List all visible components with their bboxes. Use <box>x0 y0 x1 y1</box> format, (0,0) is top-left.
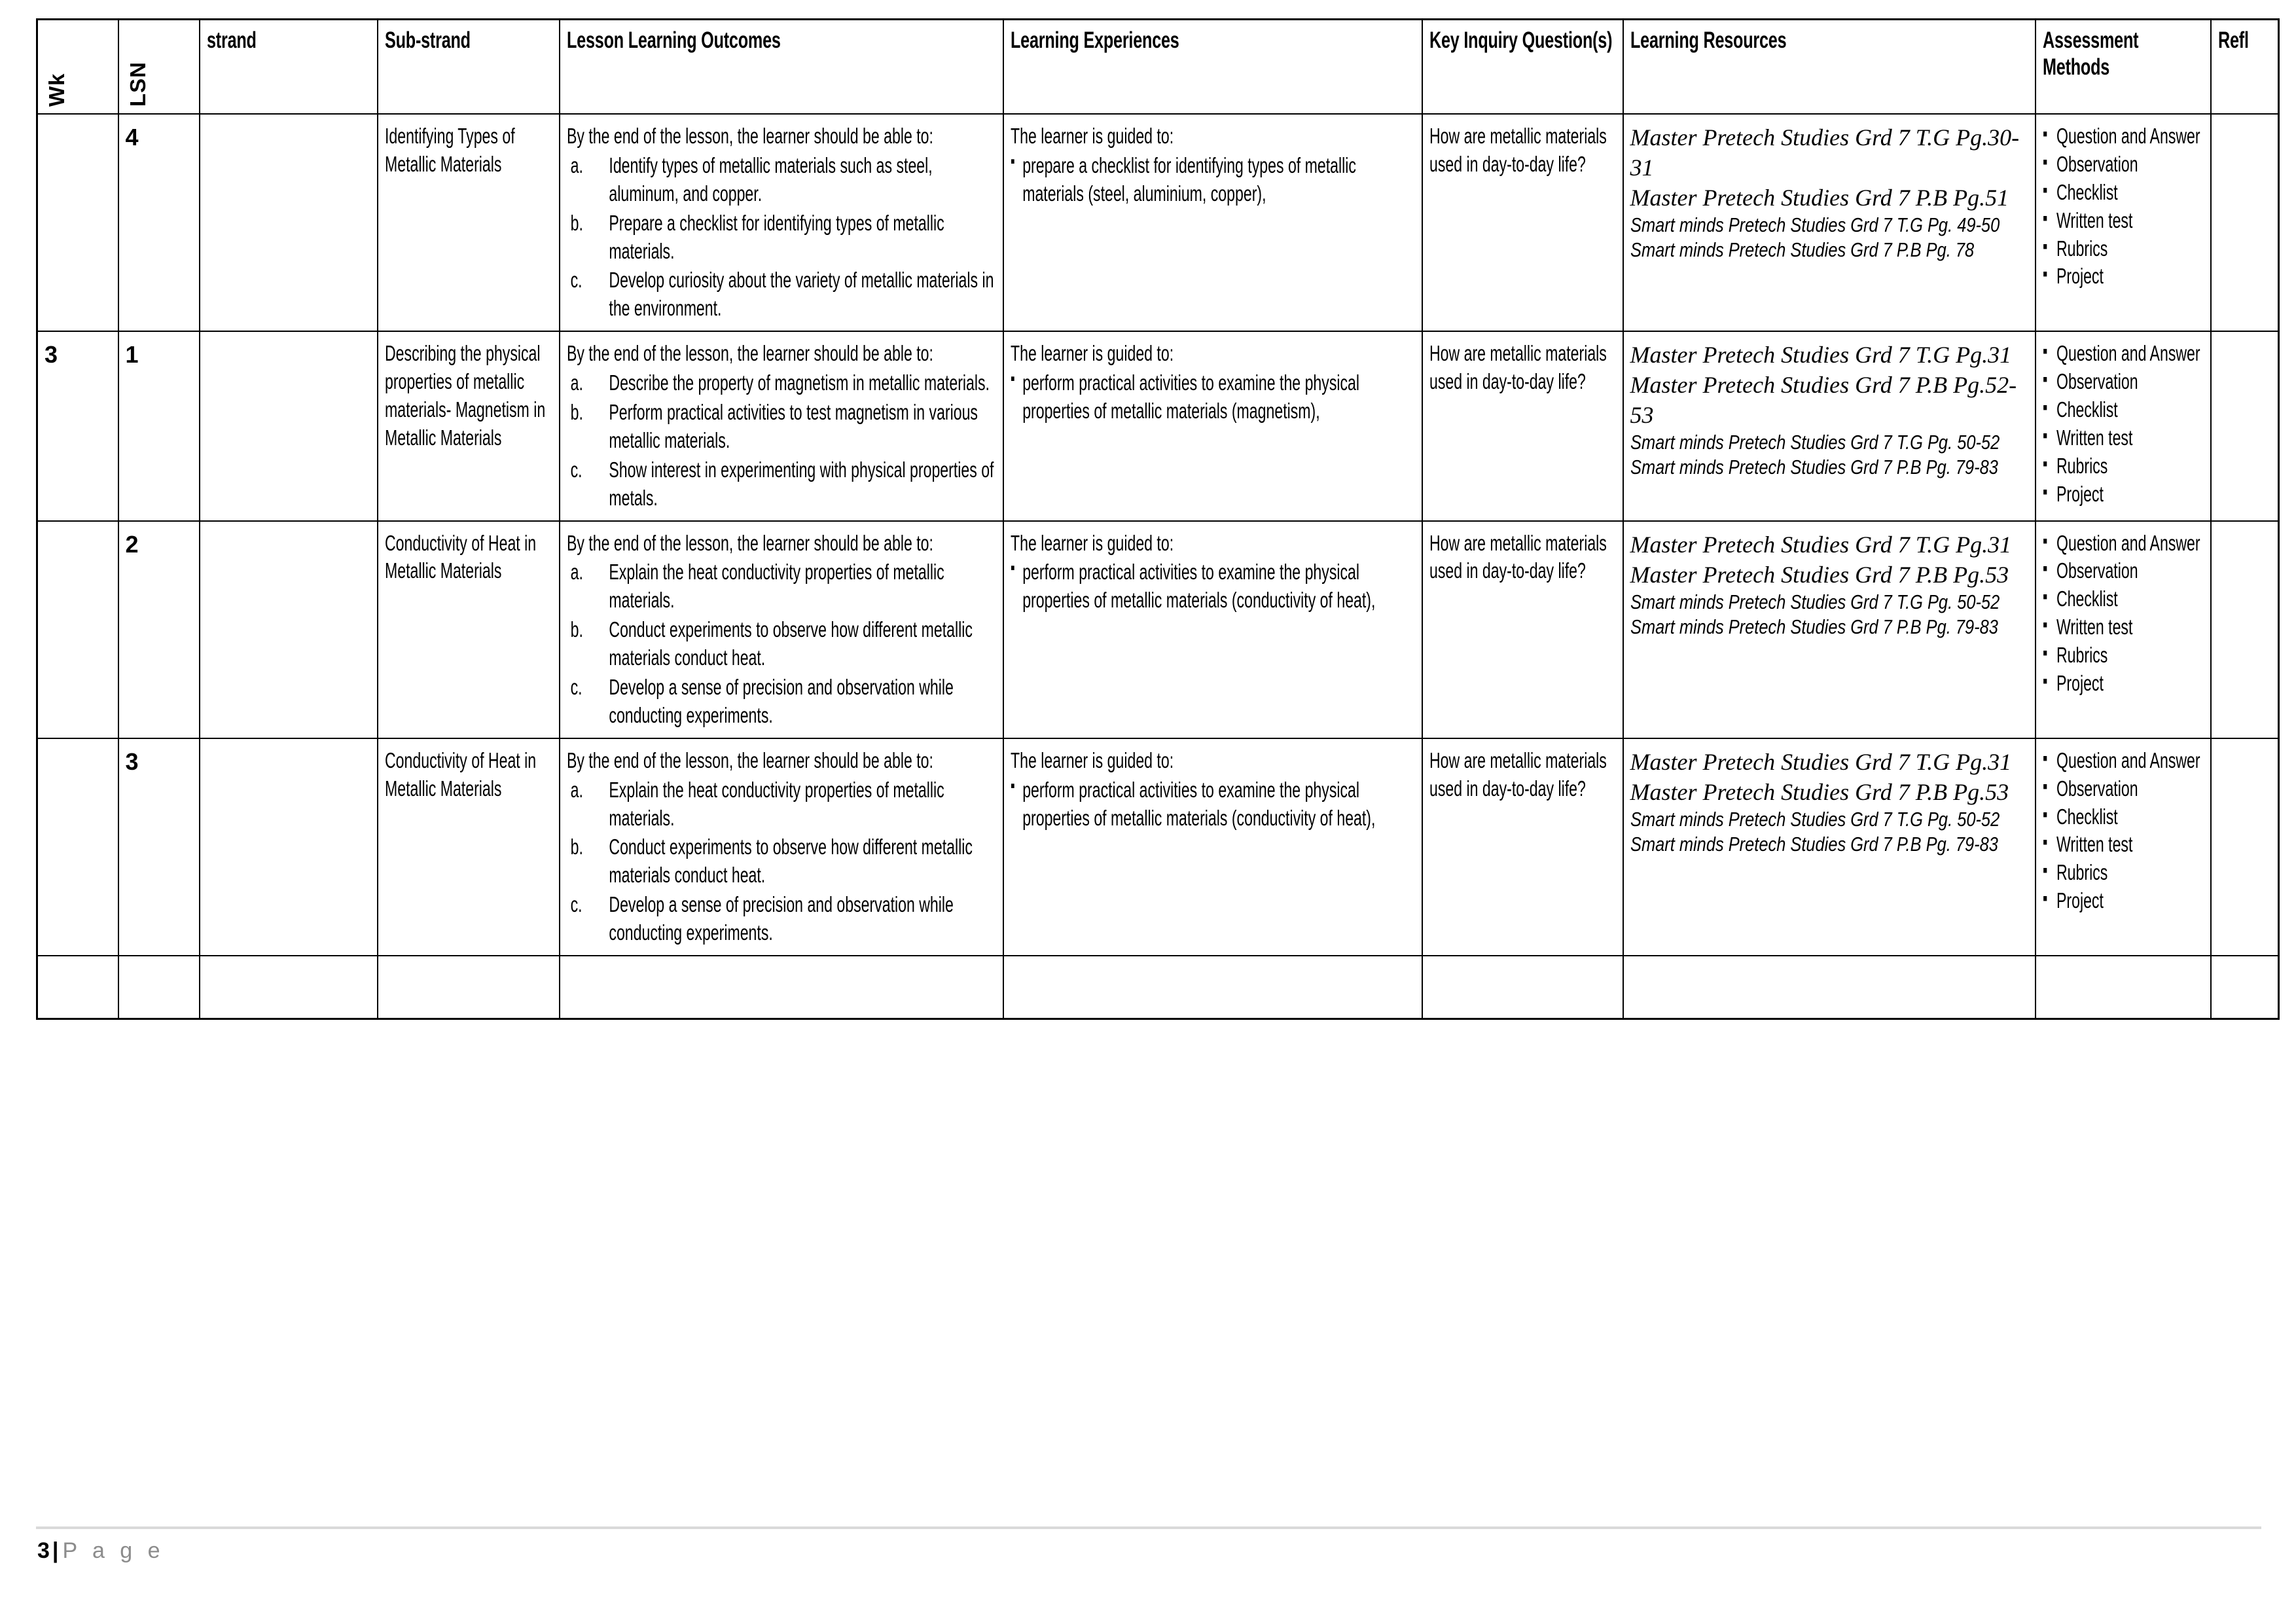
assessment-list-item: ▪ Question and Answer <box>2043 530 2204 558</box>
cell-wk <box>37 114 118 331</box>
cell-strand <box>200 114 378 331</box>
footer-page-word: P a g e <box>62 1538 165 1563</box>
cell-learning-experiences <box>1003 114 1422 331</box>
llo-list <box>567 776 996 947</box>
lex-list-item: ▪ prepare a checklist for identifying types of metallic materials (steel, aluminium, copper), <box>1011 152 1415 208</box>
lex-intro-text: The learner is guided to: <box>1010 124 1174 148</box>
cell-refl <box>2211 521 2279 738</box>
resource-line-sans: Smart minds Pretech Studies Grd 7 T.G Pg. 50-52 <box>1630 431 2000 454</box>
cell-lsn <box>118 738 200 956</box>
cell-lsn <box>118 521 200 738</box>
lex-list <box>1011 776 1415 833</box>
table-row <box>37 331 2279 520</box>
header-cell-assessment-methods <box>2036 20 2211 115</box>
cell-refl <box>2211 738 2279 956</box>
header-label-key-inquiry-questions: Key Inquiry Question(s) <box>1429 27 1612 53</box>
cell-strand <box>200 738 378 956</box>
resource-line-sans: Smart minds Pretech Studies Grd 7 T.G Pg. 50-52 <box>1630 590 2000 613</box>
cell-refl <box>2211 331 2279 520</box>
llo-intro-text: By the end of the lesson, the learner should be able to: <box>566 341 933 366</box>
resource-line-sans: Smart minds Pretech Studies Grd 7 P.B Pg. 78 <box>1630 238 1974 262</box>
header-label-refl: Refl <box>2217 27 2249 53</box>
value-key-inquiry-question: How are metallic materials used in day-to-day life? <box>1429 124 1607 176</box>
learning-experiences-content <box>1011 530 1415 615</box>
lesson-learning-outcomes-content <box>567 122 996 323</box>
cell-learning-resources <box>1623 331 2036 520</box>
llo-list <box>567 152 996 323</box>
resource-line-sans: Smart minds Pretech Studies Grd 7 T.G Pg. 49-50 <box>1630 213 2000 237</box>
learning-resources-content <box>1630 122 2028 262</box>
assessment-list-item: ▪ Question and Answer <box>2043 747 2204 775</box>
cell-key-inquiry-question <box>1422 956 1623 1019</box>
llo-list-item: Identify types of metallic materials such as steel, aluminum, and copper. <box>608 153 933 206</box>
lex-list <box>1011 558 1415 615</box>
assessment-methods-content <box>2043 122 2204 291</box>
cell-key-inquiry-question <box>1422 331 1623 520</box>
resource-line-sans: Smart minds Pretech Studies Grd 7 P.B Pg. 79-83 <box>1630 832 1998 856</box>
cell-key-inquiry-question <box>1422 521 1623 738</box>
table-body <box>37 114 2279 1019</box>
assessment-list-item: ▪ Question and Answer <box>2043 122 2204 151</box>
assessment-methods-content <box>2043 340 2204 508</box>
table-row <box>37 521 2279 738</box>
assessment-list-item: ▪ Observation <box>2043 775 2204 803</box>
cell-learning-resources <box>1623 521 2036 738</box>
llo-list <box>567 369 996 512</box>
llo-list-item: Explain the heat conductivity properties of metallic materials. <box>608 560 944 613</box>
cell-wk <box>37 331 118 520</box>
llo-list-item: Prepare a checklist for identifying types of metallic materials. <box>608 210 944 263</box>
resource-line-serif: Master Pretech Studies Grd 7 P.B Pg.52-53 <box>1630 372 2017 429</box>
value-lsn: 2 <box>125 530 139 558</box>
cell-learning-experiences <box>1003 738 1422 956</box>
footer-divider <box>36 1526 2261 1529</box>
assessment-list-item: ▪ Written test <box>2043 207 2204 235</box>
assessment-list <box>2043 340 2204 508</box>
cell-lsn <box>118 114 200 331</box>
header-label-lsn: LSN <box>125 62 150 107</box>
header-cell-sub-strand <box>378 20 560 115</box>
lesson-learning-outcomes-content <box>567 340 996 512</box>
lex-list-item: ▪ perform practical activities to examine the physical properties of metallic materials (magnetism), <box>1011 369 1415 425</box>
cell-sub-strand <box>378 331 560 520</box>
header-cell-learning-resources <box>1623 20 2036 115</box>
lex-list-item: ▪ perform practical activities to examine the physical properties of metallic materials (conductivity of heat), <box>1011 558 1415 615</box>
lex-intro-text: The learner is guided to: <box>1010 341 1174 366</box>
cell-key-inquiry-question <box>1422 738 1623 956</box>
assessment-list-item: ▪ Project <box>2043 670 2204 698</box>
llo-list-item: Explain the heat conductivity properties of metallic materials. <box>608 777 944 830</box>
resource-line-serif: Master Pretech Studies Grd 7 P.B Pg.53 <box>1630 561 2009 588</box>
llo-list-item: Describe the property of magnetism in metallic materials. <box>608 370 990 395</box>
footer-page-number: 3 <box>37 1538 50 1563</box>
cell-assessment-methods <box>2036 956 2211 1019</box>
value-lsn: 3 <box>125 748 139 775</box>
learning-experiences-content <box>1011 340 1415 425</box>
value-wk: 3 <box>45 341 58 369</box>
cell-learning-experiences <box>1003 521 1422 738</box>
page-footer <box>37 1538 165 1564</box>
resource-line-serif: Master Pretech Studies Grd 7 T.G Pg.31 <box>1630 342 2012 369</box>
lex-intro-text: The learner is guided to: <box>1010 530 1174 555</box>
header-cell-strand <box>200 20 378 115</box>
value-sub-strand: Identifying Types of Metallic Materials <box>384 124 515 176</box>
assessment-list <box>2043 122 2204 291</box>
learning-experiences-content <box>1011 747 1415 833</box>
llo-intro-text: By the end of the lesson, the learner should be able to: <box>566 124 933 148</box>
llo-list-item: Develop a sense of precision and observation while conducting experiments. <box>608 675 954 727</box>
cell-strand <box>200 331 378 520</box>
lex-list-item: ▪ perform practical activities to examine the physical properties of metallic materials (conductivity of heat), <box>1011 776 1415 833</box>
llo-list-item: Perform practical activities to test magnetism in various metallic materials. <box>608 400 978 452</box>
llo-list-item: Develop a sense of precision and observation while conducting experiments. <box>608 892 954 945</box>
assessment-list-item: ▪ Question and Answer <box>2043 340 2204 368</box>
lesson-learning-outcomes-content <box>567 747 996 947</box>
assessment-list <box>2043 747 2204 915</box>
cell-strand <box>200 521 378 738</box>
cell-lesson-learning-outcomes <box>560 738 1003 956</box>
value-sub-strand: Conductivity of Heat in Metallic Materials <box>384 530 536 583</box>
assessment-list-item: ▪ Written test <box>2043 613 2204 641</box>
header-label-learning-resources: Learning Resources <box>1630 27 1786 53</box>
table-row <box>37 956 2279 1019</box>
cell-sub-strand <box>378 114 560 331</box>
learning-resources-content <box>1630 747 2028 857</box>
value-lsn: 4 <box>125 124 139 151</box>
header-cell-learning-experiences <box>1003 20 1422 115</box>
resource-line-serif: Master Pretech Studies Grd 7 P.B Pg.51 <box>1630 185 2009 211</box>
assessment-list-item: ▪ Checklist <box>2043 585 2204 613</box>
cell-wk <box>37 521 118 738</box>
header-cell-wk <box>37 20 118 115</box>
assessment-list-item: ▪ Written test <box>2043 831 2204 859</box>
cell-assessment-methods <box>2036 331 2211 520</box>
assessment-list-item: ▪ Observation <box>2043 368 2204 396</box>
header-label-sub-strand: Sub-strand <box>384 27 471 53</box>
value-key-inquiry-question: How are metallic materials used in day-to-day life? <box>1429 341 1607 394</box>
resource-line-serif: Master Pretech Studies Grd 7 T.G Pg.31 <box>1630 531 2012 558</box>
llo-list-item: Conduct experiments to observe how different metallic materials conduct heat. <box>608 835 973 888</box>
cell-assessment-methods <box>2036 521 2211 738</box>
llo-list-item: Conduct experiments to observe how different metallic materials conduct heat. <box>608 617 973 670</box>
cell-wk <box>37 956 118 1019</box>
cell-learning-resources <box>1623 956 2036 1019</box>
cell-sub-strand <box>378 956 560 1019</box>
learning-experiences-content <box>1011 122 1415 208</box>
cell-lesson-learning-outcomes <box>560 331 1003 520</box>
assessment-list-item: ▪ Rubrics <box>2043 452 2204 480</box>
assessment-list-item: ▪ Project <box>2043 262 2204 291</box>
assessment-list-item: ▪ Checklist <box>2043 179 2204 207</box>
cell-lesson-learning-outcomes <box>560 521 1003 738</box>
assessment-list-item: ▪ Rubrics <box>2043 641 2204 670</box>
resource-line-serif: Master Pretech Studies Grd 7 T.G Pg.31 <box>1630 748 2012 775</box>
assessment-list-item: ▪ Observation <box>2043 557 2204 585</box>
lesson-learning-outcomes-content <box>567 530 996 730</box>
lex-list <box>1011 152 1415 208</box>
header-label-lesson-learning-outcomes: Lesson Learning Outcomes <box>566 27 781 53</box>
value-sub-strand: Describing the physical properties of metallic materials- Magnetism in Metallic Materials <box>384 341 545 450</box>
header-cell-refl <box>2211 20 2279 115</box>
learning-resources-content <box>1630 530 2028 640</box>
assessment-list-item: ▪ Written test <box>2043 424 2204 452</box>
cell-sub-strand <box>378 738 560 956</box>
cell-lsn <box>118 956 200 1019</box>
header-cell-lsn <box>118 20 200 115</box>
assessment-list-item: ▪ Rubrics <box>2043 235 2204 263</box>
assessment-list-item: ▪ Checklist <box>2043 803 2204 831</box>
cell-assessment-methods <box>2036 738 2211 956</box>
table-header-row <box>37 20 2279 115</box>
resource-line-sans: Smart minds Pretech Studies Grd 7 P.B Pg. 79-83 <box>1630 456 1998 479</box>
cell-wk <box>37 738 118 956</box>
cell-learning-resources <box>1623 114 2036 331</box>
resource-line-sans: Smart minds Pretech Studies Grd 7 P.B Pg. 79-83 <box>1630 615 1998 638</box>
cell-learning-experiences <box>1003 331 1422 520</box>
assessment-list-item: ▪ Rubrics <box>2043 859 2204 887</box>
table-row <box>37 114 2279 331</box>
assessment-methods-content <box>2043 530 2204 698</box>
value-key-inquiry-question: How are metallic materials used in day-to-day life? <box>1429 530 1607 583</box>
header-cell-lesson-learning-outcomes <box>560 20 1003 115</box>
resource-line-sans: Smart minds Pretech Studies Grd 7 T.G Pg. 50-52 <box>1630 807 2000 831</box>
assessment-list-item: ▪ Observation <box>2043 151 2204 179</box>
header-label-assessment-methods: Assessment Methods <box>2042 27 2138 81</box>
resource-line-serif: Master Pretech Studies Grd 7 T.G Pg.30-31 <box>1630 124 2020 181</box>
value-lsn: 1 <box>125 341 139 369</box>
lex-list <box>1011 369 1415 425</box>
header-cell-key-inquiry-questions <box>1422 20 1623 115</box>
cell-learning-experiences <box>1003 956 1422 1019</box>
header-label-strand: strand <box>206 27 257 53</box>
llo-list-item: Show interest in experimenting with physical properties of metals. <box>608 457 994 510</box>
cell-learning-resources <box>1623 738 2036 956</box>
assessment-list <box>2043 530 2204 698</box>
cell-lesson-learning-outcomes <box>560 114 1003 331</box>
cell-sub-strand <box>378 521 560 738</box>
learning-resources-content <box>1630 340 2028 480</box>
llo-intro-text: By the end of the lesson, the learner should be able to: <box>566 748 933 772</box>
assessment-list-item: ▪ Project <box>2043 480 2204 509</box>
llo-list-item: Develop curiosity about the variety of metallic materials in the environment. <box>608 268 994 321</box>
value-key-inquiry-question: How are metallic materials used in day-to-day life? <box>1429 748 1607 801</box>
cell-refl <box>2211 956 2279 1019</box>
assessment-list-item: ▪ Checklist <box>2043 396 2204 424</box>
cell-strand <box>200 956 378 1019</box>
cell-key-inquiry-question <box>1422 114 1623 331</box>
value-sub-strand: Conductivity of Heat in Metallic Materials <box>384 748 536 801</box>
table-row <box>37 738 2279 956</box>
header-label-learning-experiences: Learning Experiences <box>1010 27 1179 53</box>
resource-line-serif: Master Pretech Studies Grd 7 P.B Pg.53 <box>1630 778 2009 805</box>
footer-separator: | <box>52 1538 59 1563</box>
assessment-list-item: ▪ Project <box>2043 887 2204 915</box>
cell-refl <box>2211 114 2279 331</box>
lesson-plan-table <box>36 18 2280 1020</box>
header-label-wk: Wk <box>45 73 69 107</box>
assessment-methods-content <box>2043 747 2204 915</box>
lex-intro-text: The learner is guided to: <box>1010 748 1174 772</box>
llo-list <box>567 558 996 729</box>
cell-lesson-learning-outcomes <box>560 956 1003 1019</box>
cell-assessment-methods <box>2036 114 2211 331</box>
llo-intro-text: By the end of the lesson, the learner should be able to: <box>566 530 933 555</box>
cell-lsn <box>118 331 200 520</box>
